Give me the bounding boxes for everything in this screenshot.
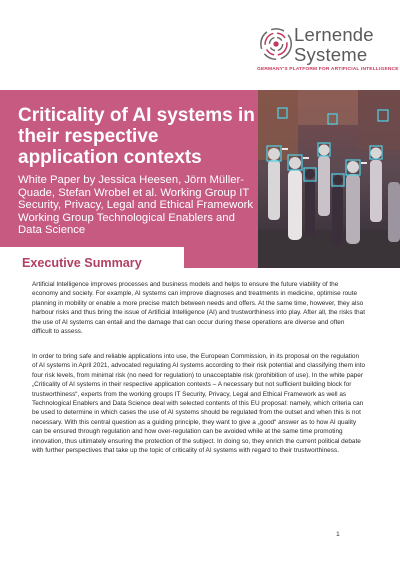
hero-banner xyxy=(0,90,400,268)
lernende-systeme-logo xyxy=(257,24,399,78)
document-authors: White Paper by Jessica Heesen, Jörn Müller-Quade, Stefan Wrobel et al. Working Group IT Security, Privacy, Legal and Ethical Framework Working Group Technological Enablers and Data Science xyxy=(18,174,254,237)
body-paragraph-2: In order to bring safe and reliable applications into use, the European Commission, in its proposal on the regulation of AI systems in April 2021, advocated regulating AI systems according to their risk potential and classifying them into four risk levels, from minimal risk (no need for regulation) to unacceptable risk (prohibition of use). In the white paper „Criticality of AI systems in their respective application contexts – A necessary but not sufficient building block for trustworthiness“, experts from the working groups IT Security, Privacy, Legal and Ethical Framework as well as Technological Enablers and Data Science deal with selected contents of this EU proposal: namely, which criteria can be used to determine in which cases the use of AI systems should be regulated from the outset and when this is not necessary. With this central question as a guiding principle, they want to give a „good“ answer as to how AI quality can be ensured through regulation and how over-regulation can be avoided while at the same time promoting innovation, thus ultimately ensuring the protection of the subject. In doing so, they enrich the current political debate with further perspectives that take up the topic of criticality of AI systems with regard to their trustworthiness. xyxy=(32,353,366,455)
executive-summary-heading: Executive Summary xyxy=(22,256,142,270)
logo-word-lernende: Lernende xyxy=(294,24,374,45)
crowd-photo-illustration xyxy=(258,90,400,268)
logo-rings-icon xyxy=(258,26,296,64)
crowd-face-recognition-photo-icon xyxy=(258,90,400,268)
hero-title-panel xyxy=(0,90,258,268)
page-number: 1 xyxy=(336,531,340,538)
document-title: Criticality of AI systems in their respective application contexts xyxy=(18,105,255,168)
logo-word-systeme: Systeme xyxy=(294,44,368,65)
body-paragraph-1: Artificial Intelligence improves processes and business models and helps to ensure the future viability of the economy and society. For example, AI systems can improve diagnoses and treatments in medicine, optimise route planning in mobility or enable a more precise match between needs and offers. At the same time, however, they also harbour risks and thus bring the issue of Artificial Intelligence (AI) and trustworthiness into play. After all, the risks that the use of AI systems can entail and the damage that can occur during these operations are diverse and often difficult to assess. xyxy=(32,281,365,336)
logo-tagline: GERMANY'S PLATFORM FOR ARTIFICIAL INTELLIGENCE xyxy=(257,67,399,72)
